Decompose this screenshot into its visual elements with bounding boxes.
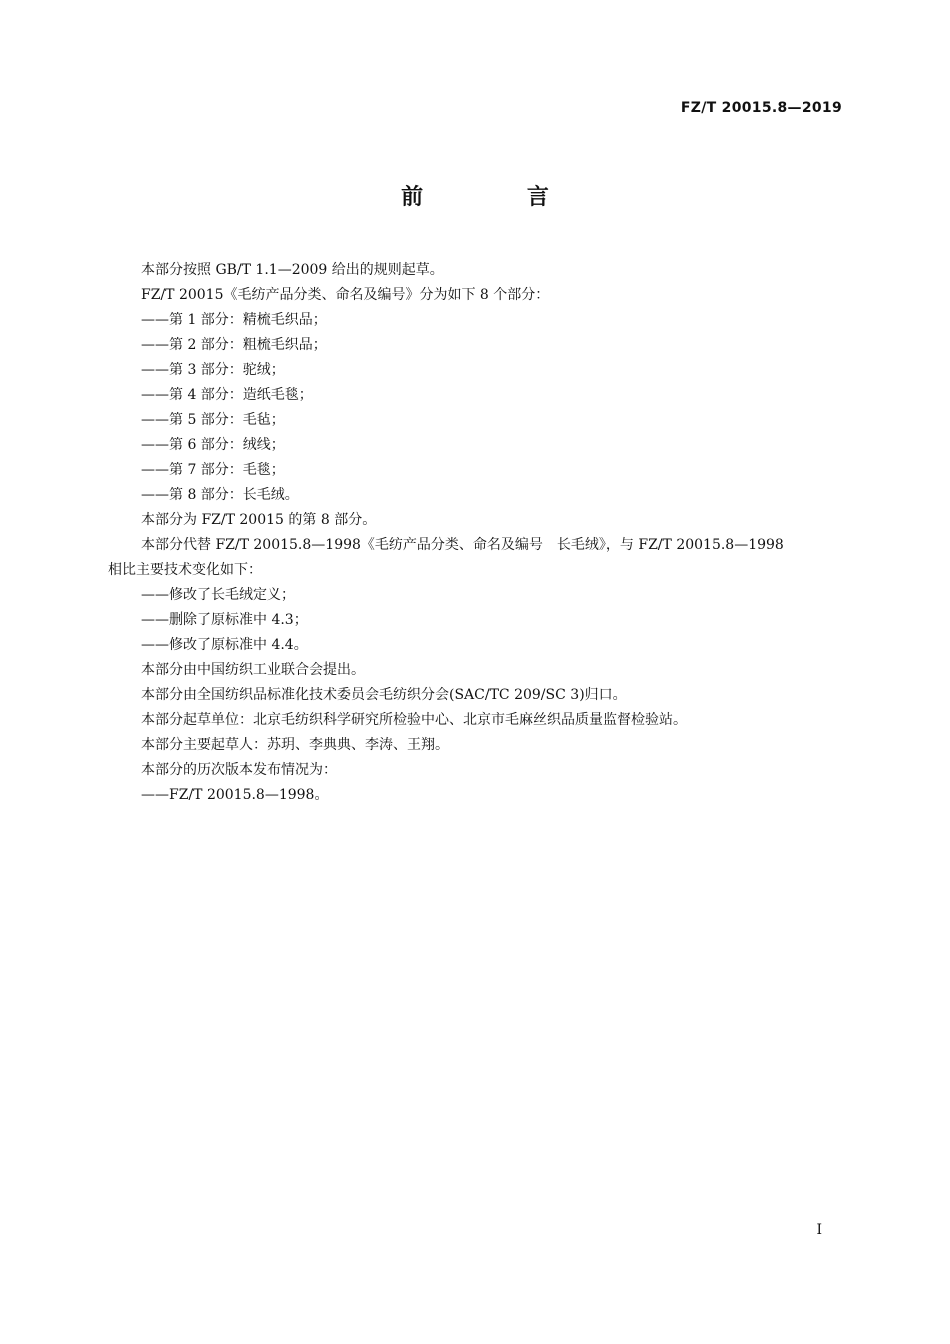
paragraph-proposer: 本部分由中国纺织工业联合会提出。	[141, 662, 365, 678]
page-title: 前 言	[401, 185, 597, 210]
list-item-previous-version: ——FZ/T 20015.8—1998。	[141, 787, 329, 803]
standard-code: FZ/T 20015.8—2019	[680, 100, 842, 116]
paragraph-part-number: 本部分为 FZ/T 20015 的第 8 部分。	[141, 512, 377, 528]
list-item-change-3: ——修改了原标准中 4.4。	[141, 637, 308, 653]
foreword-body	[108, 258, 844, 808]
page-number: I	[816, 1222, 822, 1238]
paragraph-technical-committee: 本部分由全国纺织品标准化技术委员会毛纺织分会(SAC/TC 209/SC 3)归口。	[141, 687, 627, 703]
paragraph-version-history: 本部分的历次版本发布情况为：	[141, 762, 337, 778]
paragraph-replacement: 本部分代替 FZ/T 20015.8—1998《毛纺产品分类、命名及编号 长毛绒》，与 FZ/T 20015.8—1998	[141, 537, 784, 553]
list-item-part-5: ——第 5 部分：毛毡；	[141, 412, 285, 428]
paragraph-drafting-rules: 本部分按照 GB/T 1.1—2009 给出的规则起草。	[141, 262, 444, 278]
list-item-part-7: ——第 7 部分：毛毯；	[141, 462, 285, 478]
list-item-part-6: ——第 6 部分：绒线；	[141, 437, 285, 453]
list-item-part-8: ——第 8 部分：长毛绒。	[141, 487, 299, 503]
paragraph-parts-intro: FZ/T 20015《毛纺产品分类、命名及编号》分为如下 8 个部分：	[141, 287, 550, 303]
list-item-change-2: ——删除了原标准中 4.3；	[141, 612, 308, 628]
list-item-part-3: ——第 3 部分：驼绒；	[141, 362, 285, 378]
list-item-part-1: ——第 1 部分：精梳毛织品；	[141, 312, 327, 328]
list-item-part-4: ——第 4 部分：造纸毛毯；	[141, 387, 313, 403]
list-item-part-2: ——第 2 部分：粗梳毛织品；	[141, 337, 327, 353]
list-item-change-1: ——修改了长毛绒定义；	[141, 587, 295, 603]
paragraph-drafters: 本部分主要起草人：苏玥、李典典、李涛、王翔。	[141, 737, 449, 753]
paragraph-drafting-units: 本部分起草单位：北京毛纺织科学研究所检验中心、北京市毛麻丝织品质量监督检验站。	[141, 712, 687, 728]
paragraph-replacement-continued: 相比主要技术变化如下：	[108, 562, 262, 578]
